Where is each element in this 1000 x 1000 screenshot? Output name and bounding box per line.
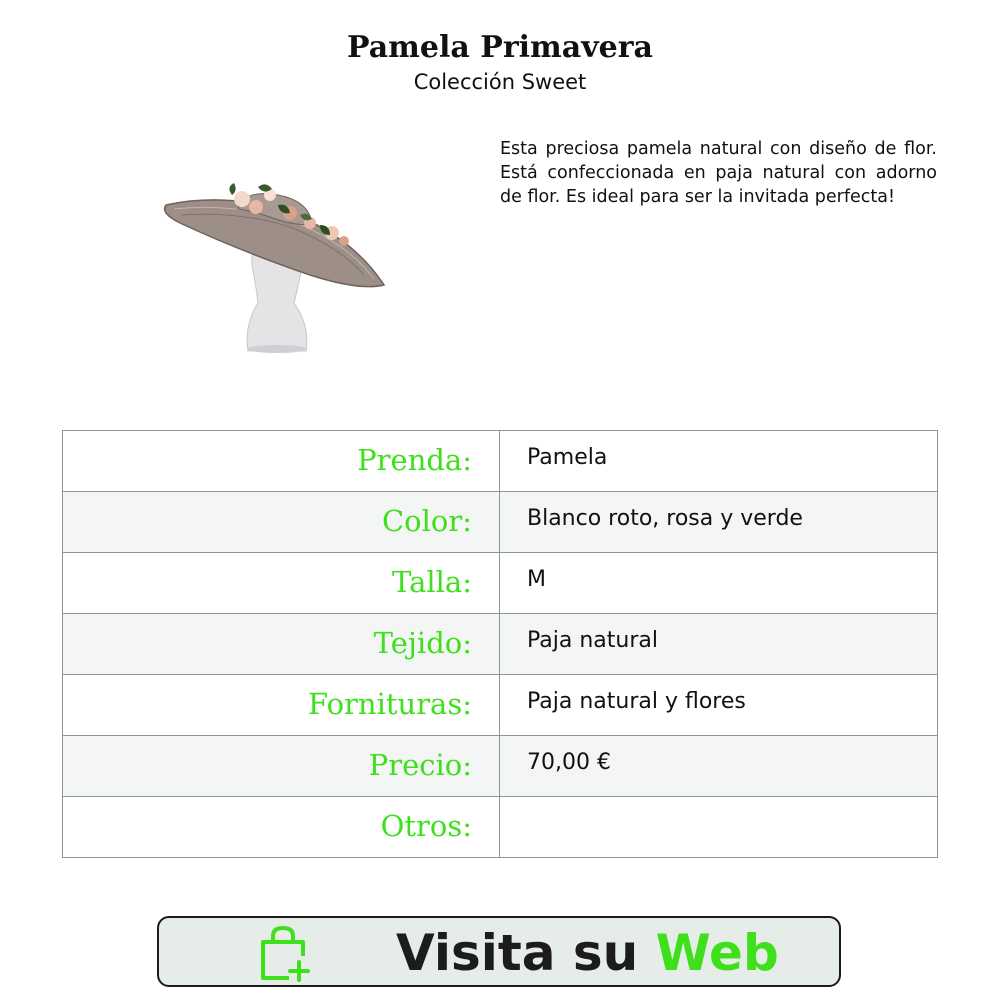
product-image	[160, 175, 390, 355]
spec-label-fornituras: Fornituras:	[63, 675, 500, 736]
table-row	[63, 736, 938, 797]
spec-label-otros: Otros:	[63, 797, 500, 858]
spec-label-precio: Precio:	[63, 736, 500, 797]
spec-value-fornituras: Paja natural y flores	[500, 675, 938, 736]
spec-value-color: Blanco roto, rosa y verde	[500, 492, 938, 553]
table-row	[63, 431, 938, 492]
cta-label-accent: Web	[655, 924, 779, 982]
spec-label-prenda: Prenda:	[63, 431, 500, 492]
spec-value-tejido: Paja natural	[500, 614, 938, 675]
spec-label-tejido: Tejido:	[63, 614, 500, 675]
spec-value-precio: 70,00 €	[500, 736, 938, 797]
product-description: Esta preciosa pamela natural con diseño de flor. Está confeccionada en paja natural con adorno de flor. Es ideal para ser la invitada perfecta!	[500, 139, 937, 207]
spec-label-color: Color:	[63, 492, 500, 553]
spec-label-talla: Talla:	[63, 553, 500, 614]
cta-label-main: Visita su	[396, 924, 656, 982]
table-row	[63, 614, 938, 675]
collection-subtitle: Colección Sweet	[413, 70, 587, 94]
shopping-bag-plus-icon	[259, 926, 311, 982]
table-row	[63, 797, 938, 858]
spec-value-otros	[500, 797, 938, 858]
spec-value-prenda: Pamela	[500, 431, 938, 492]
table-row	[63, 675, 938, 736]
visit-website-label	[396, 920, 779, 987]
table-row	[63, 553, 938, 614]
table-row	[63, 492, 938, 553]
page-title: Pamela Primavera	[346, 30, 653, 65]
visit-website-button[interactable]	[157, 916, 841, 987]
spec-table	[62, 430, 938, 858]
spec-value-talla: M	[500, 553, 938, 614]
